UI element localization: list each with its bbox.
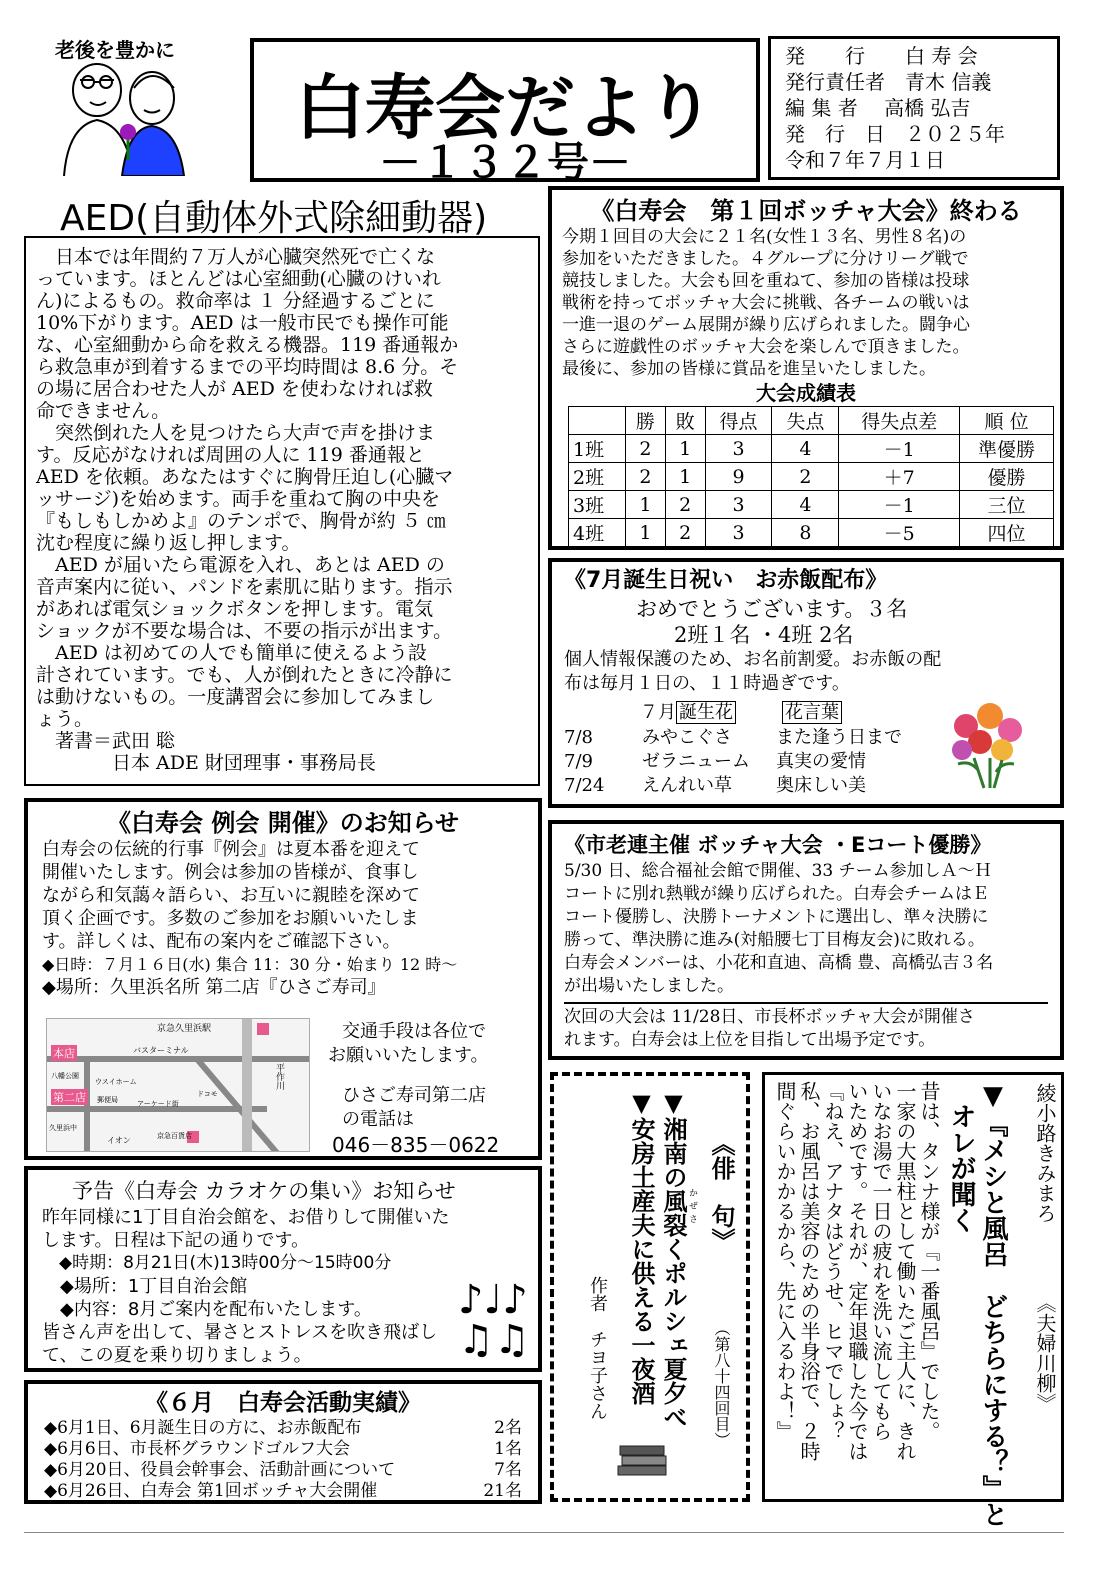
transport-line: お願いいたします。 [328, 1045, 489, 1066]
table-header-cell: 得点 [705, 407, 772, 435]
meeting-line: ◆場所：久里浜名所 第二店『ひさご寿司』 [42, 977, 386, 998]
aed-line: 日本 ADE 財団理事・事務局長 [36, 752, 376, 774]
senryu-line: いためです。それが、定年退職した今では [845, 1081, 869, 1461]
table-cell: ＋7 [839, 463, 960, 491]
aed-line: 命できません。 [36, 400, 171, 422]
city-boccia-line: コートに別れ熱戦が繰り広げられた。白寿会チームはＥ [564, 884, 989, 904]
location-map [46, 1018, 310, 1152]
flower-meaning: また逢う日まで [776, 727, 902, 748]
transport-note [328, 1020, 499, 1158]
newsletter-title: 白寿会だより [295, 67, 715, 149]
activity-row [44, 1481, 522, 1502]
boccia-line: 今期１回目の大会に２１名(女性１３名、男性８名)の [562, 227, 967, 247]
city-boccia-line: コート優勝し、決勝トーナメントに選出し、準々決勝に [564, 907, 989, 927]
table-cell: 9 [705, 463, 772, 491]
table-header-cell: 得失点差 [839, 407, 960, 435]
map-label: アーケード街 [137, 1100, 179, 1108]
karaoke-article [24, 1166, 542, 1372]
senryu-line: 一家の大黒柱として働いたご主人に、きれ [893, 1081, 917, 1461]
table-cell: 3 [705, 435, 772, 463]
aed-line: ショックが不要な場合は、不要の指示が出ます。 [36, 620, 453, 642]
divider [564, 1002, 1048, 1004]
city-boccia-line: 5/30 日、総合福祉会館で開催、33 チーム参加しＡ～Ｈ [564, 861, 992, 881]
table-cell: 三位 [960, 491, 1054, 519]
flower-meaning: 奥床しい美 [776, 775, 866, 796]
city-boccia-line: れます。白寿会は上位を目指して出場予定です。 [564, 1030, 936, 1050]
table-row [569, 435, 1054, 463]
birth-flower-header: 誕生花 [676, 701, 736, 724]
senryu-title: 《夫婦川柳》 [1033, 1293, 1057, 1413]
activities-title: 《６月 白寿会活動実績》 [145, 1390, 421, 1416]
boccia-title: 《白寿会 第１回ボッチャ大会》終わる [590, 197, 1022, 225]
table-cell: －1 [839, 491, 960, 519]
map-label: バスターミナル [133, 1046, 189, 1055]
aed-line: ょう。 [36, 708, 94, 730]
elderly-couple-illustration [42, 58, 217, 176]
flower-date: 7/24 [564, 775, 605, 796]
activity-count: 21名 [483, 1481, 522, 1501]
aed-title: AED(自動体外式除細動器) [60, 198, 488, 239]
table-cell: 2 [665, 491, 705, 519]
city-boccia-line: 勝って、準決勝に進み(対船腰七丁目梅友会)に敗れる。 [564, 930, 985, 950]
table-cell: 3班 [569, 491, 626, 519]
map-label: 久里浜中 [49, 1124, 77, 1132]
map-label: ドコモ [197, 1090, 218, 1098]
senryu-line: いなお湯で一日の疲れを洗い流してもら [869, 1081, 893, 1441]
publisher-line: 発行責任者 青木 信義 [785, 70, 992, 94]
map-label: ウスイホーム [95, 1078, 137, 1086]
senryu-author: 綾小路きみまろ [1033, 1083, 1057, 1223]
activity-count: 7名 [494, 1460, 522, 1480]
aed-line: AED を依頼。あなたはすぐに胸骨圧迫し(心臓マ [36, 466, 454, 488]
map-label: 郵便局 [97, 1096, 118, 1104]
activity-row [44, 1439, 522, 1460]
haiku-author: 作者 チヨ子さん [587, 1276, 608, 1420]
meeting-line: 頂く企画です。多数のご参加をお願いいたしま [42, 908, 419, 929]
table-header-cell: 敗 [665, 407, 705, 435]
birthday-line: 個人情報保護のため、お名前割愛。お赤飯の配 [564, 649, 942, 670]
table-cell: －1 [839, 435, 960, 463]
boccia-line: 最後に、参加の皆様に賞品を進呈いたしました。 [562, 359, 936, 379]
publisher-line: 令和７年７月１日 [785, 148, 945, 172]
masthead-slogan: 老後を豊かに [55, 38, 175, 62]
city-boccia-article [548, 820, 1064, 1060]
flower-date: 7/8 [564, 727, 593, 748]
activity-row [44, 1418, 522, 1439]
senryu-article [762, 1072, 1064, 1527]
aed-line: の場に居合わせた人が AED を使わなければ救 [36, 378, 433, 400]
aed-line: 計されています。でも、人が倒れたときに冷静に [36, 664, 453, 686]
boccia-line: 一進一退のゲーム展開が繰り広げられました。闘争心 [562, 315, 970, 335]
aed-line: AED は初めての人でも簡単に使えるよう設 [36, 642, 427, 664]
flower-name: えんれい草 [642, 775, 732, 796]
meeting-line: 開催いたします。例会は参加の皆様が、食事し [42, 862, 419, 883]
aed-line: す。反応がなければ周囲の人に 119 番通報と [36, 444, 425, 466]
table-header-row [569, 407, 1054, 435]
table-header-cell [569, 407, 626, 435]
senryu-line: 『ねえ、アナタはどうせ、ヒマでしょ？ [821, 1081, 845, 1441]
flower-date: 7/9 [564, 751, 593, 772]
haiku-line: ▼安房土産夫に供える一夜酒 [627, 1088, 656, 1405]
aed-line: ッサージ)を始めます。両手を重ねて胸の中央を [36, 488, 441, 510]
table-cell: 2 [626, 463, 666, 491]
transport-line: 交通手段は各位で [342, 1021, 486, 1042]
publisher-line: 編 集 者 高橋 弘吉 [785, 96, 971, 120]
masthead-title-box [250, 38, 760, 187]
table-cell: 1班 [569, 435, 626, 463]
senryu-heading: ▼『メシと風呂 どちらにする？』と [978, 1081, 1008, 1527]
aed-line: 突然倒れた人を見つけたら大声で声を掛けま [36, 422, 436, 444]
activities-article [24, 1380, 542, 1504]
table-cell: 4 [772, 435, 839, 463]
karaoke-title: 予告《白寿会 カラオケの集い》お知らせ [72, 1179, 456, 1203]
results-table-title: 大会成績表 [756, 381, 856, 405]
table-cell: 2 [665, 519, 705, 547]
table-cell: 1 [626, 491, 666, 519]
table-cell: －5 [839, 519, 960, 547]
boccia-line: 戦術を持ってボッチャ大会に挑戦、各チームの戦いは [562, 293, 970, 313]
table-cell: 3 [705, 491, 772, 519]
activity-row [44, 1460, 522, 1481]
table-cell: 四位 [960, 519, 1054, 547]
music-notes-icon: ♪♩♪ ♫♫ [458, 1277, 530, 1363]
boccia-line: 参加をいただきました。４グループに分けリーグ戦で [562, 249, 969, 269]
birthday-line: おめでとうございます。３名 [636, 597, 908, 621]
meeting-title: 《白寿会 例会 開催》のお知らせ [107, 809, 459, 837]
karaoke-line: します。日程は下記の通りです。 [42, 1230, 310, 1251]
haiku-title: 《俳 句》 [707, 1132, 736, 1252]
activity-text: ◆6月26日、白寿会 第1回ボッチャ大会開催 [44, 1481, 378, 1501]
city-boccia-line: が出場いたしました。 [564, 976, 734, 996]
karaoke-line: ◆時期：8月21日(木)13時00分～15時00分 [42, 1253, 392, 1273]
table-cell: 1 [665, 463, 705, 491]
aed-line: な、心室細動から命を救える機器。119 番通報か [36, 334, 459, 356]
city-boccia-line: 次回の大会は 11/28日、市長杯ボッチャ大会が開催さ [564, 1007, 975, 1027]
table-cell: 3 [705, 519, 772, 547]
aed-line: ら救急車が到着するまでの平均時間は 8.6 分。そ [36, 356, 459, 378]
karaoke-line: て、この夏を乗り切りましょう。 [42, 1345, 312, 1366]
senryu-heading: オレが聞く [946, 1103, 976, 1233]
aed-line: 10%下がります。AED は一般市民でも操作可能 [36, 312, 449, 334]
aed-line: 『もしもしかめよ』のテンポで、胸骨が約 ５ ㎝ [36, 510, 446, 532]
meeting-line: す。詳しくは、配布の案内をご確認下さい。 [42, 931, 401, 952]
publisher-line: 発 行 日 ２０２５年 [785, 122, 1005, 146]
table-cell: 優勝 [960, 463, 1054, 491]
table-cell: 4班 [569, 519, 626, 547]
activity-count: 1名 [494, 1439, 522, 1459]
karaoke-line: 昨年同様に1丁目自治会館を、お借りして開催いた [42, 1207, 450, 1228]
karaoke-line: ◆場所：1丁目自治会館 [42, 1276, 248, 1297]
issue-number: －１３２号－ [378, 138, 631, 187]
senryu-line: 私、お風呂は美容のための半身浴で、２時 [797, 1081, 821, 1461]
flower-name: みやこぐさ [642, 727, 732, 748]
table-row [569, 519, 1054, 547]
boccia-line: 競技しました。大会も回を重ねて、参加の皆様は投球 [562, 271, 970, 291]
table-header-cell: 勝 [626, 407, 666, 435]
aed-line: があれば電気ショックボタンを押します。電気 [36, 598, 434, 620]
senryu-line: 昔は、タンナ様が『一番風呂』でした。 [917, 1081, 941, 1441]
phone-number: 046－835－0622 [332, 1133, 500, 1157]
table-cell: 準優勝 [960, 435, 1054, 463]
results-table [568, 406, 1054, 547]
birthday-line: 2班１名 ・4班 2名 [674, 623, 854, 647]
map-label: 本店 [53, 1047, 75, 1060]
flower-name: ゼラニューム [642, 751, 750, 772]
table-row [569, 463, 1054, 491]
flower-bouquet-icon [944, 698, 1030, 790]
publisher-info-box [768, 36, 1060, 180]
karaoke-line: ◆内容：8月ご案内を配布いたします。 [42, 1299, 372, 1320]
meeting-line: ◆日時：７月１６日(水) 集合 11：30 分・始まり 12 時～ [42, 955, 458, 974]
aed-line: 沈む程度に繰り返し押します。 [36, 532, 301, 554]
haiku-line: ▼湘南の風裂くポルシェ夏夕べ [659, 1088, 688, 1429]
map-label: 京急久里浜駅 [157, 1024, 212, 1034]
birthday-article [548, 558, 1064, 808]
city-boccia-title: 《市老連主催 ボッチャ大会 ・Eコート優勝》 [564, 833, 992, 857]
table-cell: 2 [772, 463, 839, 491]
senryu-line: 間ぐらいかかるから、先に入るわよ！』 [773, 1081, 797, 1441]
aed-line: 日本では年間約７万人が心臓突然死で亡くな [36, 246, 436, 268]
table-header-cell: 順 位 [960, 407, 1054, 435]
haiku-round: （第八十四回目） [712, 1320, 731, 1448]
table-cell: 2班 [569, 463, 626, 491]
aed-line: 音声案内に従い、パンドを素肌に貼ります。指示 [36, 576, 453, 598]
haiku-article [550, 1072, 750, 1502]
activity-text: ◆6月6日、市長杯グラウンドゴルフ大会 [44, 1439, 351, 1459]
birthday-title: 《7月誕生日祝い お赤飯配布》 [564, 568, 888, 593]
table-cell: 1 [626, 519, 666, 547]
activity-count: 2名 [494, 1418, 522, 1438]
table-cell: 8 [772, 519, 839, 547]
activity-text: ◆6月20日、役員会幹事会、活動計画について [44, 1460, 396, 1480]
activity-text: ◆6月1日、6月誕生日の方に、お赤飯配布 [44, 1418, 362, 1438]
publisher-line: 発 行 白 寿 会 [785, 44, 978, 68]
meeting-line: 白寿会の伝統的行事『例会』は夏本番を迎えて [42, 839, 420, 860]
map-label: 平作川 [274, 1063, 284, 1090]
aed-line: っています。ほとんどは心室細動(心臓のけいれ [36, 268, 441, 290]
table-header-cell: 失点 [772, 407, 839, 435]
aed-line: は動けないもの。一度講習会に参加してみまし [36, 686, 435, 708]
haiku-ruby: かぜさ [687, 1188, 697, 1227]
page-bottom-rule [24, 1532, 1064, 1533]
flower-meaning: 真実の愛情 [776, 751, 866, 772]
meeting-line: ながら和気藹々語らい、お互いに親睦を深めて [42, 885, 420, 906]
aed-article [24, 236, 540, 786]
table-cell: 1 [665, 435, 705, 463]
map-label: 京急百貨店 [157, 1132, 192, 1140]
books-icon [614, 1438, 670, 1482]
map-label: 八幡公園 [51, 1072, 79, 1080]
table-row [569, 491, 1054, 519]
phone-label: の電話は [342, 1109, 414, 1130]
month-label: ７月 [640, 702, 676, 723]
map-label: イオン [107, 1136, 131, 1145]
aed-line: AED が届いたら電源を入れ、あとは AED の [36, 554, 445, 576]
phone-label: ひさご寿司第二店 [342, 1085, 486, 1106]
boccia-article [548, 186, 1064, 550]
table-cell: 2 [626, 435, 666, 463]
map-label: 第二店 [53, 1091, 86, 1104]
karaoke-line: 皆さん声を出して、暑さとストレスを吹き飛ばし [42, 1322, 438, 1343]
flower-word-header: 花言葉 [782, 701, 842, 724]
table-cell: 4 [772, 491, 839, 519]
meeting-article [24, 798, 542, 1160]
aed-line: ん)によるもの。救命率は １ 分経過するごとに [36, 290, 435, 312]
birthday-line: 布は毎月１日の、１１時過ぎです。 [564, 673, 850, 694]
city-boccia-line: 白寿会メンバーは、小花和直迪、高橋 豊、高橋弘吉３名 [564, 953, 994, 973]
aed-line: 著書＝武田 聡 [36, 730, 176, 752]
boccia-line: さらに遊戯性のボッチャ大会を楽しんで頂きました。 [562, 337, 970, 357]
